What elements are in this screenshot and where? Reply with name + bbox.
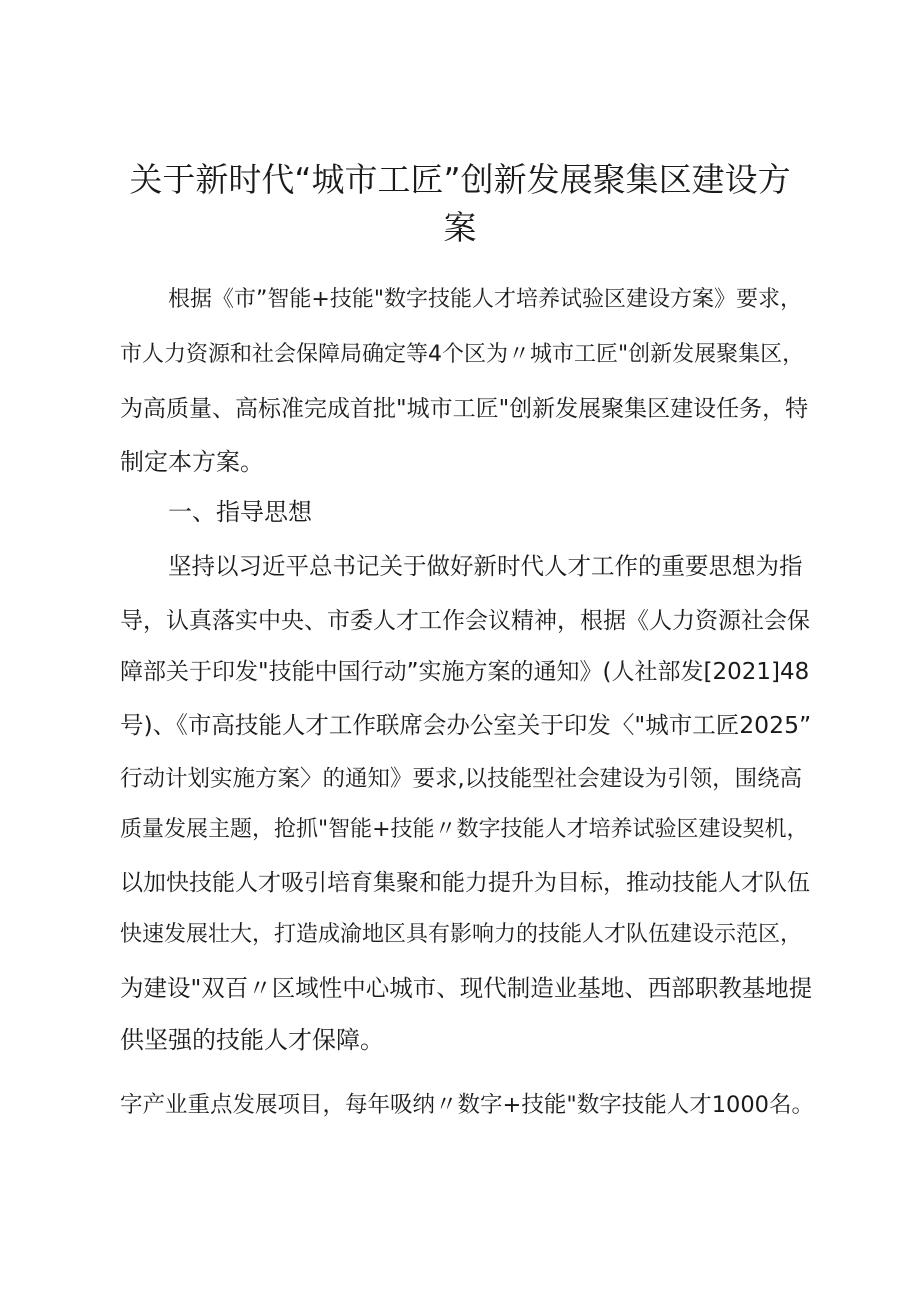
guiding-line: 以加快技能人才吸引培育集聚和能力提升为目标，推动技能人才队伍 <box>120 870 810 896</box>
guiding-line: 导，认真落实中央、市委人才工作会议精神，根据《人力资源社会保 <box>120 608 810 634</box>
document-title-line-1: 关于新时代“城市工匠”创新发展聚集区建设方 <box>129 160 791 199</box>
guiding-line: 质量发展主题，抢抓"智能+技能〃数字技能人才培养试验区建设契机， <box>120 817 809 842</box>
intro-line: 制定本方案。 <box>120 448 264 476</box>
trailing-line: 字产业重点发展项目，每年吸纳〃数字+技能"数字技能人才1000名。 <box>120 1092 814 1118</box>
guiding-line: 行动计划实施方案〉的通知》要求,以技能型社会建设为引领，围绕高 <box>120 766 803 792</box>
document-title-line-2: 案 <box>443 208 477 247</box>
guiding-line: 供坚强的技能人才保障。 <box>120 1026 384 1054</box>
section-heading: 一、指导思想 <box>168 498 312 526</box>
guiding-line: 坚持以习近平总书记关于做好新时代人才工作的重要思想为指 <box>168 552 803 580</box>
intro-line: 市人力资源和社会保障局确定等4个区为〃城市工匠"创新发展聚集区， <box>120 342 805 367</box>
intro-line: 根据《市”智能+技能"数字技能人才培养试验区建设方案》要求， <box>168 287 802 312</box>
guiding-line: 障部关于印发"技能中国行动”实施方案的通知》(人社部发[2021]48 <box>120 659 810 685</box>
intro-line: 为高质量、高标准完成首批"城市工匠"创新发展聚集区建设任务，特 <box>120 396 809 422</box>
guiding-line: 号)、《市高技能人才工作联席会办公室关于印发〈"城市工匠2025” <box>120 711 812 739</box>
guiding-line: 快速发展壮大，打造成渝地区具有影响力的技能人才队伍建设示范区， <box>120 922 803 947</box>
guiding-line: 为建设"双百〃区域性中心城市、现代制造业基地、西部职教基地提 <box>120 974 813 1002</box>
